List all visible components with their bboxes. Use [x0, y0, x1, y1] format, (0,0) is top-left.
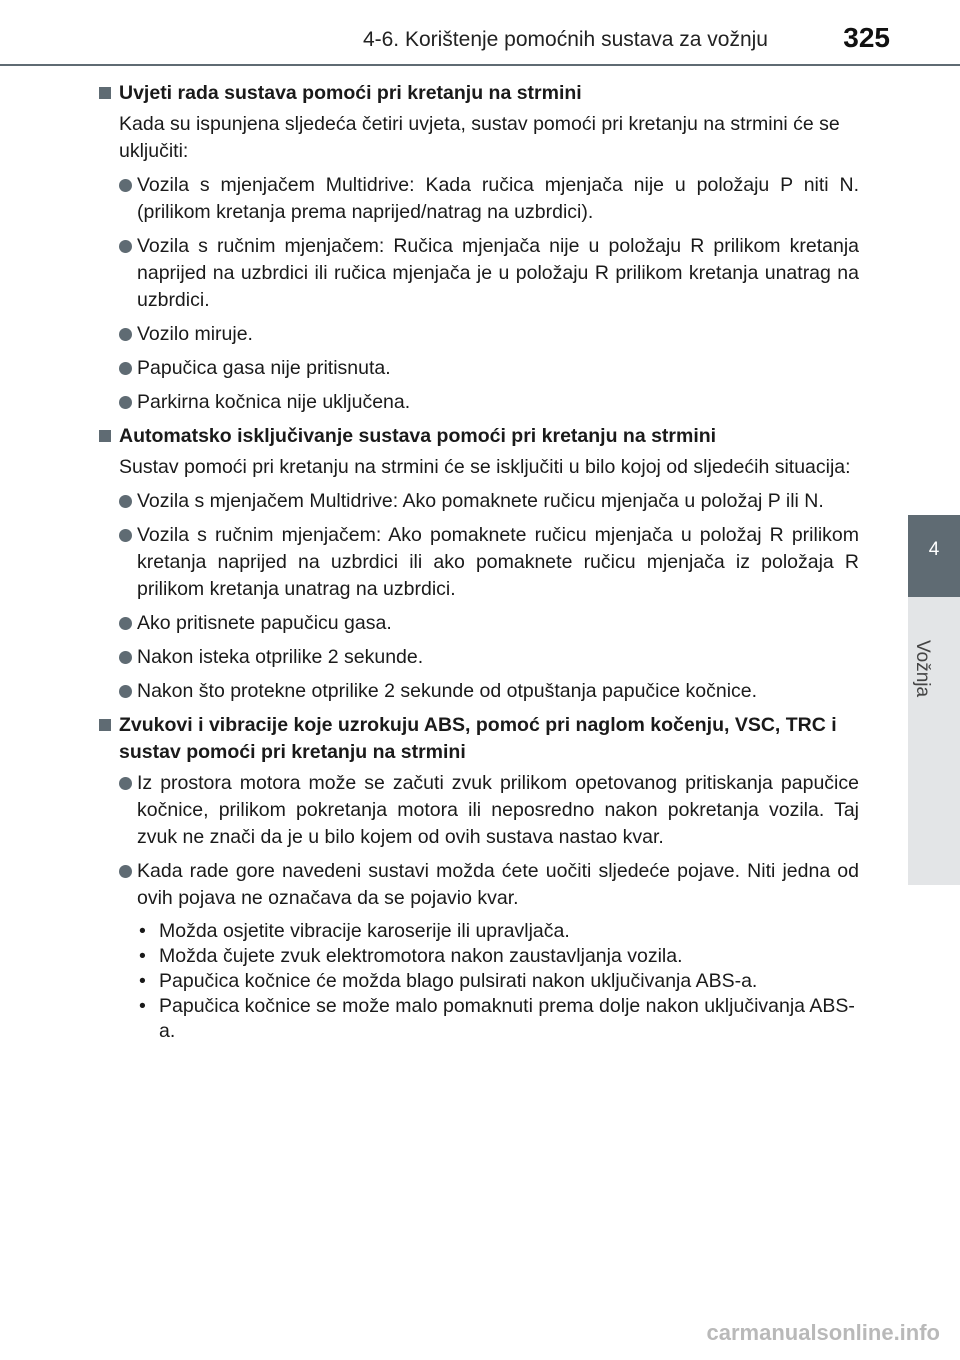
dot-bullet-icon — [119, 651, 132, 664]
dot-bullet-icon — [119, 362, 132, 375]
list-item — [99, 610, 859, 637]
square-bullet-icon — [99, 719, 111, 731]
section-intro: Sustav pomoći pri kretanju na strmini će se isključiti u bilo kojoj od sljedećih situacija: — [119, 456, 851, 478]
list-item — [99, 522, 859, 603]
page-header — [0, 0, 960, 72]
sub-list-item-text: Možda čujete zvuk elektromotora nakon zaustavljanja vozila. — [159, 945, 683, 967]
list-item — [99, 389, 859, 416]
sub-list-item-text: Papučica kočnice se može malo pomaknuti prema dolje nakon uključivanja ABS-a. — [159, 995, 855, 1042]
sub-list-item — [137, 919, 859, 944]
sub-list-item-text: Možda osjetite vibracije karoserije ili upravljača. — [159, 920, 570, 942]
page-number: 325 — [843, 22, 890, 53]
small-bullet-icon: • — [139, 920, 146, 942]
section-operating-conditions — [99, 80, 859, 416]
dot-bullet-icon — [119, 179, 132, 192]
list-item — [99, 770, 859, 851]
list-item — [99, 355, 859, 382]
list-item-text: Vozila s ručnim mjenjačem: Ako pomaknete ručicu mjenjača u položaj R prilikom kretanja naprijed na uzbrdici ili ako pomaknete ručicu mjenjača iz položaja R prilikom kretanja unatrag na uzbrdici. — [137, 524, 859, 600]
sub-list — [99, 919, 859, 1044]
dot-bullet-icon — [119, 495, 132, 508]
section-automatic-cancel — [99, 423, 859, 705]
list-item-text: Kada rade gore navedeni sustavi možda ćete uočiti sljedeće pojave. Niti jedna od ovih pojava ne označava da se pojavio kvar. — [137, 860, 859, 909]
watermark: carmanualsonline.info — [706, 1320, 940, 1345]
section-heading — [99, 712, 859, 766]
header-rule — [0, 64, 960, 66]
list-item-text: Vozila s mjenjačem Multidrive: Kada ručica mjenjača nije u položaju P niti N. (prilikom kretanja prema naprijed/natrag na uzbrdici). — [137, 174, 859, 223]
dot-bullet-icon — [119, 685, 132, 698]
list-item-text: Nakon isteka otprilike 2 sekunde. — [137, 646, 424, 668]
list-item-text: Vozila s ručnim mjenjačem: Ručica mjenjača nije u položaju R prilikom kretanja naprijed na uzbrdici ili ručica mjenjača je u položaju R prilikom kretanja unatrag na uzbrdici. — [137, 235, 859, 311]
list-item-text: Parkirna kočnica nije uključena. — [137, 391, 411, 413]
dot-bullet-icon — [119, 328, 132, 341]
list-item — [99, 488, 859, 515]
list-item-text: Vozilo miruje. — [137, 323, 253, 345]
section-heading-text: Uvjeti rada sustava pomoći pri kretanju na strmini — [119, 82, 582, 104]
section-heading — [99, 80, 859, 107]
chapter-label: Vožnja — [912, 640, 933, 698]
list-item — [99, 644, 859, 671]
dot-bullet-icon — [119, 240, 132, 253]
dot-bullet-icon — [119, 617, 132, 630]
chapter-number: 4 — [928, 539, 940, 560]
list-item-text: Papučica gasa nije pritisnuta. — [137, 357, 391, 379]
sub-list-item — [137, 994, 859, 1044]
dot-bullet-icon — [119, 777, 132, 790]
list-item-text: Vozila s mjenjačem Multidrive: Ako pomaknete ručicu mjenjača u položaj P ili N. — [137, 490, 824, 512]
chapter-tab — [908, 515, 960, 597]
list-item-text: Nakon što protekne otprilike 2 sekunde od otpuštanja papučice kočnice. — [137, 680, 758, 702]
dot-bullet-icon — [119, 865, 132, 878]
small-bullet-icon: • — [139, 995, 146, 1017]
section-heading-text: Automatsko isključivanje sustava pomoći pri kretanju na strmini — [119, 425, 717, 447]
list-item — [99, 678, 859, 705]
list-item — [99, 172, 859, 226]
sub-list-item — [137, 969, 859, 994]
dot-bullet-icon — [119, 396, 132, 409]
list-item-text: Ako pritisnete papučicu gasa. — [137, 612, 392, 634]
sub-list-item — [137, 944, 859, 969]
section-heading-text: Zvukovi i vibracije koje uzrokuju ABS, pomoć pri naglom kočenju, VSC, TRC i sustav pomoći pri kretanju na strmini — [119, 714, 837, 763]
square-bullet-icon — [99, 430, 111, 442]
list-item-text: Iz prostora motora može se začuti zvuk prilikom opetovanog pritiskanja papučice kočnice, prilikom pokretanja motora ili neposredno nakon pokretanja vozila. Taj zvuk ne znači da je u bilo kojem od ovih sustava nastao kvar. — [137, 772, 859, 848]
dot-bullet-icon — [119, 529, 132, 542]
small-bullet-icon: • — [139, 945, 146, 967]
small-bullet-icon: • — [139, 970, 146, 992]
list-item — [99, 233, 859, 314]
section-heading — [99, 423, 859, 450]
list-item — [99, 858, 859, 912]
list-item — [99, 321, 859, 348]
section-intro: Kada su ispunjena sljedeća četiri uvjeta, sustav pomoći pri kretanju na strmini će se uključiti: — [119, 113, 840, 162]
header-title: 4-6. Korištenje pomoćnih sustava za vožnju — [362, 28, 768, 51]
sub-list-item-text: Papučica kočnice će možda blago pulsirati nakon uključivanja ABS-a. — [159, 970, 758, 992]
section-sounds-vibrations — [99, 712, 859, 1044]
square-bullet-icon — [99, 87, 111, 99]
page-content — [99, 80, 859, 1044]
